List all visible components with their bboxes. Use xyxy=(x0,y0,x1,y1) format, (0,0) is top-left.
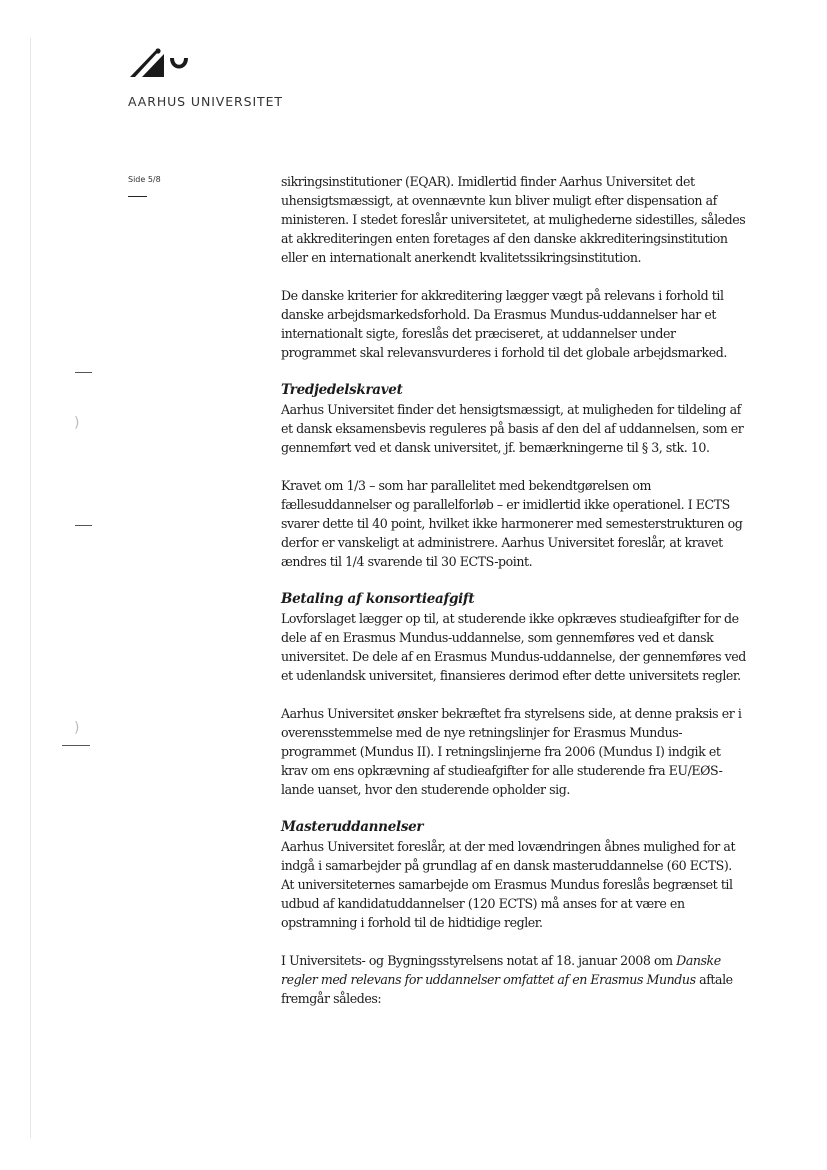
notat-title: Danske regler med relevans for uddannelser omfattet af en Erasmus Mundus xyxy=(281,953,721,987)
section-heading-betaling: Betaling af konsortieafgift xyxy=(281,591,475,607)
page-number: Side 5/8 xyxy=(128,175,161,184)
paragraph: Aarhus Universitet ønsker bekræftet fra styrelsens side, at denne praksis er i overensstemmelse med de nye retningslinjer for Erasmus Mundus-programmet (Mundus II). I retningslinjerne fra 2006 (Mundus I) indgik et krav om ens opkrævning af studieafgifter for alle studerende fra EU/EØS-lande uanset, hvor den studerende opholder sig. xyxy=(281,706,742,797)
margin-punch-mark: ) xyxy=(74,415,80,431)
margin-fold-mark xyxy=(75,525,92,526)
aarhus-university-logo-icon xyxy=(128,44,198,84)
notat-text-end: aftale fremgår således: xyxy=(281,972,733,1006)
page-number-rule xyxy=(128,196,147,197)
paragraph: Kravet om 1/3 – som har parallelitet med bekendtgørelsen om fællesuddannelser og parallelforløb – er imidlertid ikke operationel. I ECTS svarer dette til 40 point, hvilket ikke harmonerer med semesterstrukturen og derfor er vanskeligt at administrere. Aarhus Universitet foreslår, at kravet ændres til 1/4 svarende til 30 ECTS-point. xyxy=(281,478,743,569)
section-heading-masteruddannelser: Masteruddannelser xyxy=(281,819,424,835)
margin-fold-mark xyxy=(75,372,92,373)
scan-edge-line xyxy=(30,38,31,1138)
paragraph: Aarhus Universitet finder det hensigtsmæssigt, at muligheden for tildeling af et dansk eksamensbevis reguleres på basis af den del af uddannelsen, som er gennemført ved et dansk universitet, jf. bemærkningerne til § 3, stk. 10. xyxy=(281,402,744,455)
notat-text-start: I Universitets- og Bygningsstyrelsens notat af 18. januar 2008 om xyxy=(281,953,677,968)
margin-fold-mark xyxy=(62,745,90,746)
paragraph: De danske kriterier for akkreditering lægger vægt på relevans i forhold til danske arbejdsmarkedsforhold. Da Erasmus Mundus-uddannelser har et internationalt sigte, foreslås det præciseret, at uddannelser under programmet skal relevansvurderes i forhold til det globale arbejdsmarked. xyxy=(281,288,727,360)
paragraph: sikringsinstitutioner (EQAR). Imidlertid finder Aarhus Universitet det uhensigtsmæssigt, at ovennævnte kun bliver muligt efter dispensation af ministeren. I stedet foreslår universitetet, at mulighederne sidestilles, således at akkrediteringen enten foretages af den danske akkrediteringsinstitution eller en internationalt anerkendt kvalitetssikringsinstitution. xyxy=(281,174,746,265)
paragraph: Lovforslaget lægger op til, at studerende ikke opkræves studieafgifter for de dele af en Erasmus Mundus-uddannelse, som gennemføres ved et dansk universitet. De dele af en Erasmus Mundus-uddannelse, der gennemføres ved et udenlandsk universitet, finansieres derimod efter dette universitets regler. xyxy=(281,611,746,683)
letter-body xyxy=(281,172,746,1027)
margin-punch-mark: ) xyxy=(74,720,80,736)
paragraph-notat-reference xyxy=(281,951,746,1008)
brand-name: AARHUS UNIVERSITET xyxy=(128,94,283,109)
paragraph: Aarhus Universitet foreslår, at der med lovændringen åbnes mulighed for at indgå i samarbejder på grundlag af en dansk masteruddannelse (60 ECTS). At universiteternes samarbejde om Erasmus Mundus foreslås begrænset til udbud af kandidatuddannelser (120 ECTS) må anses for at være en opstramning i forhold til de hidtidige regler. xyxy=(281,839,736,930)
section-heading-tredjedelskravet: Tredjedelskravet xyxy=(281,382,403,398)
